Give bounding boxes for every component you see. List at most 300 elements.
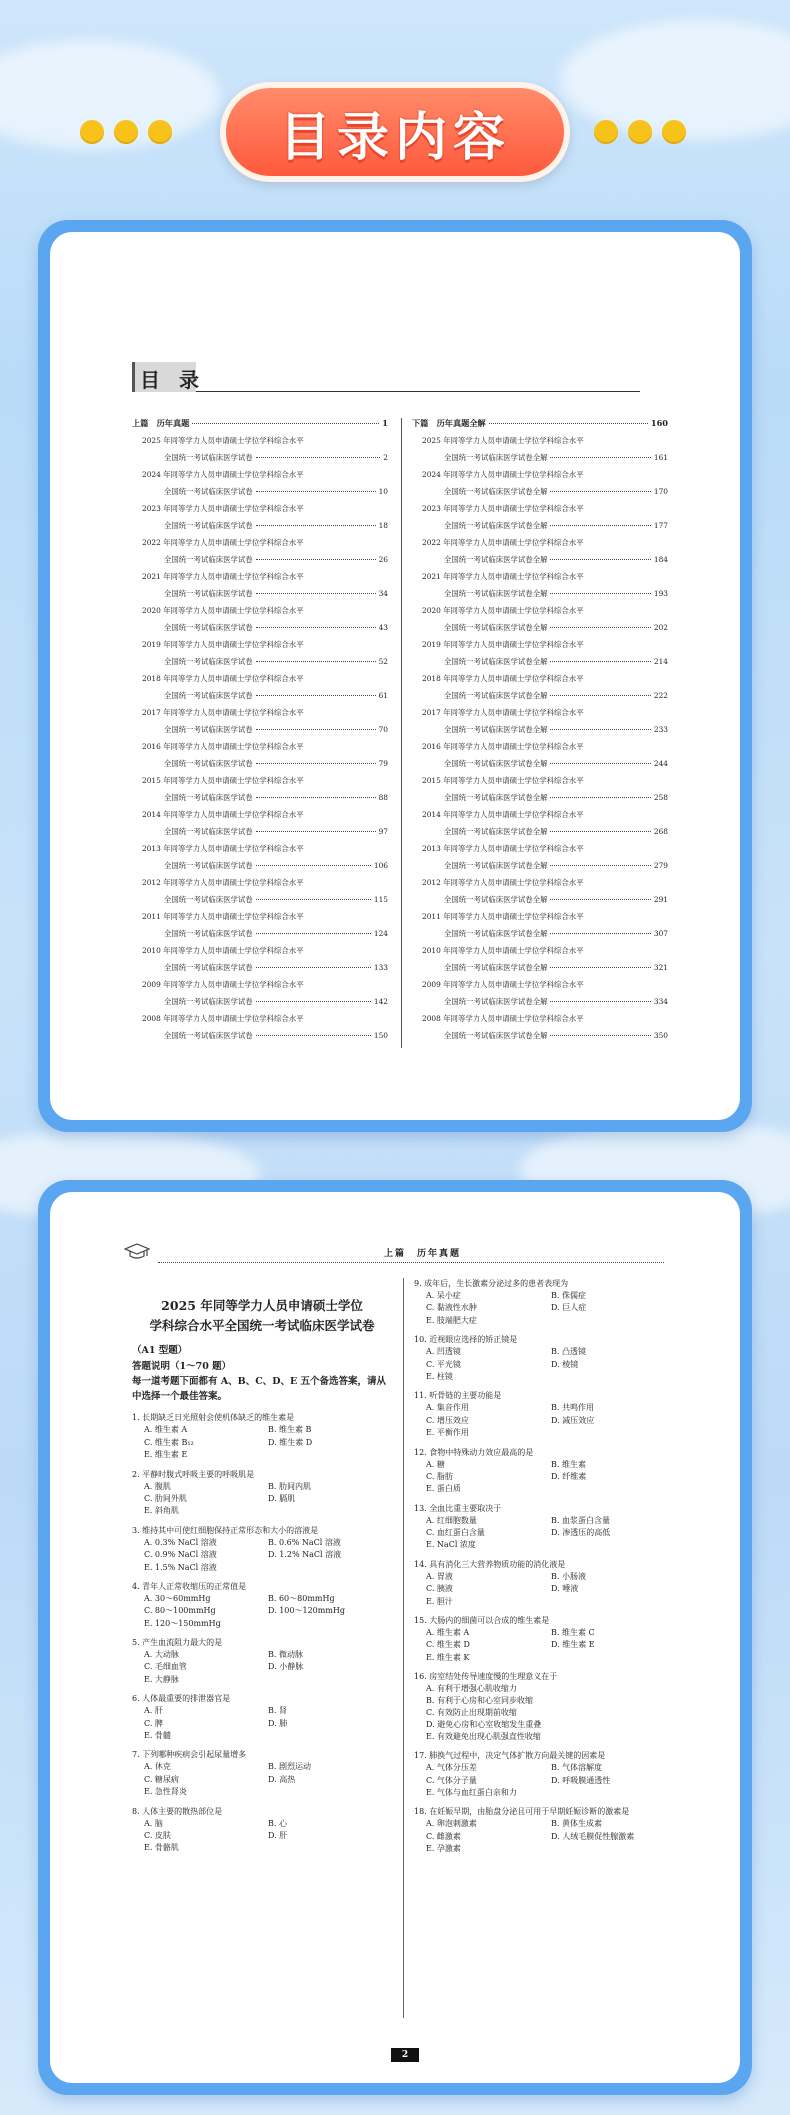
question-stem: 12. 食物中特殊动力效应最高的是 <box>414 1447 534 1457</box>
answer-options <box>414 1346 676 1383</box>
dot-icon <box>628 120 652 144</box>
toc-entry-subtitle: 全国统一考试临床医学试卷全解 <box>444 1031 548 1040</box>
toc-leader <box>550 899 650 900</box>
toc-entry-line2 <box>132 486 388 503</box>
toc-entry-subtitle: 全国统一考试临床医学试卷 <box>164 861 253 870</box>
answer-option: B. 剧烈运动 <box>268 1762 311 1772</box>
question-stem: 10. 近视眼应选择的矫正镜是 <box>414 1335 518 1345</box>
answer-option: D. 小静脉 <box>268 1662 304 1672</box>
toc-leader <box>550 763 650 764</box>
answer-option: D. 100～120mmHg <box>268 1606 346 1616</box>
toc-entry-title: 2025 年同等学力人员申请硕士学位学科综合水平 <box>142 436 304 445</box>
toc-entry-line2 <box>412 588 668 605</box>
toc-entry-line1 <box>132 843 388 860</box>
answer-option: E. 肢端肥大症 <box>426 1315 477 1325</box>
toc-entry-title: 2010 年同等学力人员申请硕士学位学科综合水平 <box>142 946 304 955</box>
toc-page-number: 79 <box>378 759 388 768</box>
toc-entry-title: 2011 年同等学力人员申请硕士学位学科综合水平 <box>142 912 304 921</box>
toc-entry-line1 <box>132 639 388 656</box>
answer-option: A. 30～60mmHg <box>144 1593 211 1603</box>
toc-entry-line2 <box>412 860 668 877</box>
toc-entry-line2 <box>132 520 388 537</box>
toc-entry-line1 <box>132 877 388 894</box>
toc-entry-line1 <box>412 775 668 792</box>
toc-entry-line1 <box>412 809 668 826</box>
toc-entry-title: 2018 年同等学力人员申请硕士学位学科综合水平 <box>422 674 584 683</box>
toc-leader <box>256 899 371 900</box>
answer-options <box>132 1705 392 1742</box>
toc-leader <box>550 525 650 526</box>
toc-entry-subtitle: 全国统一考试临床医学试卷全解 <box>444 997 548 1006</box>
answer-options <box>414 1762 676 1799</box>
toc-entry-line2 <box>412 1030 668 1047</box>
toc-leader <box>256 695 376 696</box>
answer-option: B. 肋间内肌 <box>268 1481 311 1491</box>
answer-option: B. 气体溶解度 <box>551 1763 602 1773</box>
answer-option: E. 120～150mmHg <box>144 1618 221 1628</box>
answer-option: A. 凹透镜 <box>426 1347 461 1357</box>
question-stem: 6. 人体最重要的排泄器官是 <box>132 1694 231 1704</box>
toc-page-number: 334 <box>653 997 668 1006</box>
toc-entry-subtitle: 全国统一考试临床医学试卷 <box>164 793 253 802</box>
answer-option: B. 维生素 C <box>551 1628 595 1638</box>
toc-entry-line1 <box>132 911 388 928</box>
toc-entry-line1 <box>132 571 388 588</box>
toc-page-number: 70 <box>378 725 388 734</box>
toc-entry-subtitle: 全国统一考试临床医学试卷 <box>164 623 253 632</box>
answer-option: B. 维生素 B <box>268 1425 312 1435</box>
toc-entry-line1 <box>132 809 388 826</box>
toc-entry-line2 <box>412 962 668 979</box>
answer-option: B. 心 <box>268 1818 287 1828</box>
answer-option: D. 棱镜 <box>551 1359 579 1369</box>
toc-entry-title: 2013 年同等学力人员申请硕士学位学科综合水平 <box>142 844 304 853</box>
toc-entry-line1 <box>412 979 668 996</box>
answer-options <box>414 1515 676 1552</box>
toc-entry-line2 <box>132 554 388 571</box>
toc-entry-line1 <box>132 741 388 758</box>
toc-entry-line1 <box>412 911 668 928</box>
toc-leader <box>256 593 376 594</box>
toc-page-number: 161 <box>653 453 668 462</box>
answer-options <box>414 1627 676 1664</box>
toc-entry-subtitle: 全国统一考试临床医学试卷全解 <box>444 725 548 734</box>
toc-entry-title: 2012 年同等学力人员申请硕士学位学科综合水平 <box>422 878 584 887</box>
answer-option: A. 大动脉 <box>144 1650 179 1660</box>
answer-option: D. 纤维素 <box>551 1471 587 1481</box>
toc-entry-subtitle: 全国统一考试临床医学试卷 <box>164 827 253 836</box>
toc-page-number: 268 <box>653 827 668 836</box>
answer-option: A. 糖 <box>426 1459 445 1469</box>
answer-option: E. 柱镜 <box>426 1371 453 1381</box>
question-stem: 4. 青年人正常收缩压的正常值是 <box>132 1581 247 1591</box>
toc-page-number: 193 <box>653 589 668 598</box>
toc-page-number: 177 <box>653 521 668 530</box>
toc-leader <box>550 559 650 560</box>
question-stem: 2. 平静时腹式呼吸主要的呼吸肌是 <box>132 1469 255 1479</box>
answer-option: A. 卵泡刺激素 <box>426 1819 477 1829</box>
dot-icon <box>662 120 686 144</box>
question-stem: 11. 听骨链的主要功能是 <box>414 1391 502 1401</box>
dot-icon <box>114 120 138 144</box>
toc-entry-line1 <box>412 1013 668 1030</box>
toc-part-title: 下篇 历年真题全解 <box>412 418 486 428</box>
toc-entry-line2 <box>412 928 668 945</box>
answer-option: E. 1.5% NaCl 溶液 <box>144 1562 217 1572</box>
dot-icon <box>594 120 618 144</box>
answer-options <box>132 1818 392 1855</box>
toc-entry-subtitle: 全国统一考试临床医学试卷 <box>164 1031 253 1040</box>
decorative-dots <box>80 120 172 144</box>
instructions-title: 答题说明（1～70 题） <box>132 1361 232 1373</box>
toc-entry-line2 <box>412 894 668 911</box>
answer-option: A. 0.3% NaCl 溶液 <box>144 1537 217 1547</box>
question-item <box>132 1525 392 1574</box>
question-item <box>414 1671 676 1743</box>
toc-page-number: 307 <box>653 929 668 938</box>
answer-option: A. 腹肌 <box>144 1481 171 1491</box>
toc-entry-subtitle: 全国统一考试临床医学试卷全解 <box>444 589 548 598</box>
toc-entry-subtitle: 全国统一考试临床医学试卷全解 <box>444 521 548 530</box>
toc-entry-line1 <box>412 435 668 452</box>
toc-entry-title: 2015 年同等学力人员申请硕士学位学科综合水平 <box>142 776 304 785</box>
answer-option: E. 维生素 E <box>144 1450 188 1460</box>
toc-part-line <box>132 418 388 435</box>
question-item <box>132 1637 392 1686</box>
exam-column-left <box>132 1278 392 1862</box>
toc-part-title: 上篇 历年真题 <box>132 418 190 428</box>
toc-page-number: 97 <box>378 827 388 836</box>
answer-option: E. 骨髓 <box>144 1731 171 1741</box>
answer-option: C. 毛细血管 <box>144 1662 187 1672</box>
toc-heading-bar <box>132 362 640 392</box>
decorative-dots <box>594 120 686 144</box>
toc-entry-title: 2009 年同等学力人员申请硕士学位学科综合水平 <box>422 980 584 989</box>
answer-option: E. 气体与血红蛋白亲和力 <box>426 1787 517 1797</box>
toc-entry-line2 <box>412 792 668 809</box>
toc-page-number: 26 <box>378 555 388 564</box>
toc-leader <box>256 457 381 458</box>
toc-entry-line2 <box>412 486 668 503</box>
toc-entry-title: 2014 年同等学力人员申请硕士学位学科综合水平 <box>142 810 304 819</box>
toc-page-number: 321 <box>653 963 668 972</box>
question-stem: 15. 大肠内的细菌可以合成的维生素是 <box>414 1616 550 1626</box>
toc-entry-title: 2013 年同等学力人员申请硕士学位学科综合水平 <box>422 844 584 853</box>
question-stem: 3. 维持其中可使红细胞保持正常形态和大小的溶液是 <box>132 1525 319 1535</box>
toc-page-number: 160 <box>650 418 668 428</box>
question-stem: 18. 在妊娠早期，由胎盘分泌且可用于早期妊娠诊断的激素是 <box>414 1807 630 1817</box>
toc-page-number: 350 <box>653 1031 668 1040</box>
toc-page-number: 106 <box>373 861 388 870</box>
answer-option: A. 休克 <box>144 1762 171 1772</box>
toc-leader <box>256 729 376 730</box>
toc-entry-title: 2023 年同等学力人员申请硕士学位学科综合水平 <box>142 504 304 513</box>
question-item <box>132 1749 392 1798</box>
toc-entry-line2 <box>412 622 668 639</box>
toc-entry-line1 <box>132 945 388 962</box>
answer-option: B. 黄体生成素 <box>551 1819 602 1829</box>
question-stem: 8. 人体主要的散热部位是 <box>132 1806 223 1816</box>
toc-entry-subtitle: 全国统一考试临床医学试卷全解 <box>444 453 548 462</box>
question-item <box>132 1581 392 1630</box>
answer-option: B. 血浆蛋白含量 <box>551 1515 610 1525</box>
answer-option: A. 维生素 A <box>144 1425 188 1435</box>
answer-option: C. 80～100mmHg <box>144 1606 216 1616</box>
toc-entry-subtitle: 全国统一考试临床医学试卷全解 <box>444 827 548 836</box>
question-stem: 5. 产生血流阻力最大的是 <box>132 1638 223 1648</box>
column-divider <box>403 1278 404 2018</box>
exam-column-right <box>414 1278 676 1863</box>
toc-entry-subtitle: 全国统一考试临床医学试卷 <box>164 453 253 462</box>
toc-entry-line2 <box>412 520 668 537</box>
toc-column-left <box>132 418 388 1047</box>
answer-option: C. 0.9% NaCl 溶液 <box>144 1550 217 1560</box>
answer-option: A. 肝 <box>144 1706 163 1716</box>
toc-entry-subtitle: 全国统一考试临床医学试卷 <box>164 555 253 564</box>
answer-option: A. 有利于增强心肌收缩力 <box>426 1684 517 1694</box>
toc-entry-title: 2015 年同等学力人员申请硕士学位学科综合水平 <box>422 776 584 785</box>
toc-entry-line2 <box>412 690 668 707</box>
answer-option: D. 唾液 <box>551 1584 579 1594</box>
toc-entry-line2 <box>132 792 388 809</box>
toc-entry-line2 <box>132 588 388 605</box>
toc-page-number: 150 <box>373 1031 388 1040</box>
toc-entry-line2 <box>132 452 388 469</box>
answer-option: B. 0.6% NaCl 溶液 <box>268 1537 341 1547</box>
toc-entry-line2 <box>132 758 388 775</box>
toc-entry-line1 <box>412 537 668 554</box>
toc-entry-subtitle: 全国统一考试临床医学试卷 <box>164 725 253 734</box>
answer-options <box>414 1402 676 1439</box>
toc-entry-title: 2017 年同等学力人员申请硕士学位学科综合水平 <box>142 708 304 717</box>
toc-entry-title: 2022 年同等学力人员申请硕士学位学科综合水平 <box>142 538 304 547</box>
toc-entry-line2 <box>412 996 668 1013</box>
toc-part-line <box>412 418 668 435</box>
answer-option: D. 高热 <box>268 1774 296 1784</box>
toc-entry-line2 <box>132 928 388 945</box>
toc-entry-line1 <box>132 435 388 452</box>
answer-option: E. 孕激素 <box>426 1844 461 1854</box>
toc-entry-line2 <box>132 894 388 911</box>
answer-option: C. 糖尿病 <box>144 1774 179 1784</box>
answer-option: D. 维生素 D <box>268 1437 313 1447</box>
question-item <box>414 1390 676 1439</box>
answer-options <box>414 1818 676 1855</box>
question-stem: 14. 具有消化三大营养物质功能的消化液是 <box>414 1559 566 1569</box>
toc-entry-title: 2010 年同等学力人员申请硕士学位学科综合水平 <box>422 946 584 955</box>
toc-entry-subtitle: 全国统一考试临床医学试卷全解 <box>444 861 548 870</box>
answer-option: D. 巨人症 <box>551 1303 587 1313</box>
toc-entry-subtitle: 全国统一考试临床医学试卷 <box>164 759 253 768</box>
question-stem: 1. 长期缺乏日光照射会使机体缺乏的维生素是 <box>132 1413 295 1423</box>
answer-option: E. 大静脉 <box>144 1674 179 1684</box>
toc-leader <box>256 1035 371 1036</box>
dot-icon <box>80 120 104 144</box>
toc-entry-line1 <box>412 843 668 860</box>
answer-option: C. 有效防止出现期前收缩 <box>426 1708 517 1718</box>
answer-option: E. 平衡作用 <box>426 1428 469 1438</box>
toc-page-number: 222 <box>653 691 668 700</box>
answer-option: B. 凸透镜 <box>551 1347 586 1357</box>
toc-page-number: 202 <box>653 623 668 632</box>
toc-page-number: 214 <box>653 657 668 666</box>
answer-options <box>132 1424 392 1461</box>
toc-entry-line1 <box>132 1013 388 1030</box>
toc-entry-title: 2011 年同等学力人员申请硕士学位学科综合水平 <box>422 912 584 921</box>
running-head <box>124 1240 664 1264</box>
toc-entry-title: 2017 年同等学力人员申请硕士学位学科综合水平 <box>422 708 584 717</box>
toc-leader <box>550 1001 650 1002</box>
toc-entry-subtitle: 全国统一考试临床医学试卷全解 <box>444 657 548 666</box>
answer-options <box>414 1459 676 1496</box>
answer-option: C. 气体分子量 <box>426 1775 477 1785</box>
toc-entry-line1 <box>412 673 668 690</box>
toc-entry-line2 <box>132 1030 388 1047</box>
toc-entry-title: 2022 年同等学力人员申请硕士学位学科综合水平 <box>422 538 584 547</box>
toc-leader <box>550 491 650 492</box>
question-item <box>132 1806 392 1855</box>
toc-column-right <box>412 418 668 1047</box>
toc-leader <box>550 865 650 866</box>
toc-entry-title: 2008 年同等学力人员申请硕士学位学科综合水平 <box>142 1014 304 1023</box>
toc-entry-subtitle: 全国统一考试临床医学试卷全解 <box>444 759 548 768</box>
instructions <box>132 1360 392 1404</box>
toc-entry-title: 2023 年同等学力人员申请硕士学位学科综合水平 <box>422 504 584 513</box>
toc-page-number: 10 <box>378 487 388 496</box>
toc-entry-subtitle: 全国统一考试临床医学试卷全解 <box>444 963 548 972</box>
toc-entry-title: 2009 年同等学力人员申请硕士学位学科综合水平 <box>142 980 304 989</box>
answer-options <box>132 1761 392 1798</box>
toc-page-number: 233 <box>653 725 668 734</box>
answer-option: B. 共鸣作用 <box>551 1403 594 1413</box>
toc-entry-title: 2024 年同等学力人员申请硕士学位学科综合水平 <box>422 470 584 479</box>
answer-option: A. 胃液 <box>426 1571 453 1581</box>
toc-leader <box>550 661 650 662</box>
toc-entry-line1 <box>412 945 668 962</box>
toc-entry-title: 2018 年同等学力人员申请硕士学位学科综合水平 <box>142 674 304 683</box>
toc-entry-subtitle: 全国统一考试临床医学试卷 <box>164 657 253 666</box>
answer-options <box>414 1683 676 1743</box>
toc-entry-line1 <box>412 741 668 758</box>
toc-leader <box>550 457 650 458</box>
toc-leader <box>256 967 371 968</box>
toc-page-number: 133 <box>373 963 388 972</box>
answer-option: C. 胰液 <box>426 1584 453 1594</box>
answer-option: A. 脑 <box>144 1818 163 1828</box>
toc-entry-line1 <box>132 673 388 690</box>
toc-entry-line1 <box>412 877 668 894</box>
answer-option: E. NaCl 浓度 <box>426 1540 476 1550</box>
answer-option: C. 雌激素 <box>426 1831 461 1841</box>
toc-entry-title: 2016 年同等学力人员申请硕士学位学科综合水平 <box>142 742 304 751</box>
toc-leader <box>256 797 376 798</box>
answer-options <box>414 1571 676 1608</box>
toc-leader <box>550 627 650 628</box>
answer-option: C. 维生素 B₁₂ <box>144 1437 194 1447</box>
toc-entry-line2 <box>132 622 388 639</box>
answer-option: D. 避免心房和心室收缩发生重叠 <box>426 1720 542 1730</box>
toc-page-number: 124 <box>373 929 388 938</box>
question-item <box>132 1412 392 1461</box>
answer-option: D. 减压效应 <box>551 1415 595 1425</box>
answer-option: B. 60～80mmHg <box>268 1593 335 1603</box>
answer-option: E. 有效避免出现心肌强直性收缩 <box>426 1732 541 1742</box>
toc-entry-subtitle: 全国统一考试临床医学试卷全解 <box>444 929 548 938</box>
toc-entry-subtitle: 全国统一考试临床医学试卷 <box>164 487 253 496</box>
question-item <box>414 1559 676 1608</box>
toc-entry-subtitle: 全国统一考试临床医学试卷全解 <box>444 895 548 904</box>
toc-page-number: 61 <box>378 691 388 700</box>
toc-entry-title: 2020 年同等学力人员申请硕士学位学科综合水平 <box>422 606 584 615</box>
instructions-text: 每一道考题下面都有 A、B、C、D、E 五个备选答案，请从中选择一个最佳答案。 <box>132 1375 387 1402</box>
answer-option: D. 肺 <box>268 1718 288 1728</box>
answer-option: D. 渗透压的高低 <box>551 1528 611 1538</box>
toc-entry-subtitle: 全国统一考试临床医学试卷 <box>164 963 253 972</box>
title-pill <box>220 82 570 182</box>
answer-option: D. 1.2% NaCl 溶液 <box>268 1550 342 1560</box>
answer-option: D. 人绒毛膜促性腺激素 <box>551 1831 635 1841</box>
answer-option: A. 气体分压差 <box>426 1763 477 1773</box>
toc-entry-subtitle: 全国统一考试临床医学试卷全解 <box>444 691 548 700</box>
question-stem: 9. 成年后，生长激素分泌过多的患者表现为 <box>414 1279 569 1288</box>
answer-options <box>132 1649 392 1686</box>
toc-page <box>50 232 740 1120</box>
toc-heading: 目 录 <box>140 368 205 392</box>
toc-page-number: 184 <box>653 555 668 564</box>
answer-option: A. 集音作用 <box>426 1403 469 1413</box>
banner-title: 目录内容 <box>278 107 511 168</box>
dot-icon <box>148 120 172 144</box>
toc-entry-line2 <box>412 758 668 775</box>
toc-leader <box>256 627 376 628</box>
exam-page-frame <box>38 1180 752 2095</box>
toc-entry-title: 2024 年同等学力人员申请硕士学位学科综合水平 <box>142 470 304 479</box>
toc-page-number: 88 <box>378 793 388 802</box>
toc-page-number: 43 <box>378 623 388 632</box>
answer-option: A. 呆小症 <box>426 1291 461 1300</box>
question-list <box>414 1278 676 1856</box>
answer-option: C. 增压效应 <box>426 1415 469 1425</box>
answer-option: C. 维生素 D <box>426 1640 470 1650</box>
toc-page-number: 291 <box>653 895 668 904</box>
question-item <box>414 1750 676 1799</box>
toc-entry-title: 2020 年同等学力人员申请硕士学位学科综合水平 <box>142 606 304 615</box>
toc-entry-line1 <box>412 469 668 486</box>
title-banner <box>0 82 790 192</box>
answer-option: C. 皮肤 <box>144 1831 171 1840</box>
question-item <box>132 1469 392 1518</box>
toc-entry-title: 2021 年同等学力人员申请硕士学位学科综合水平 <box>142 572 304 581</box>
toc-entry-title: 2021 年同等学力人员申请硕士学位学科综合水平 <box>422 572 584 581</box>
toc-entry-line2 <box>412 724 668 741</box>
toc-entry-line2 <box>132 826 388 843</box>
exam-page <box>50 1192 740 2083</box>
paper-title <box>132 1296 392 1336</box>
toc-entry-subtitle: 全国统一考试临床医学试卷全解 <box>444 487 548 496</box>
toc-entry-line2 <box>412 656 668 673</box>
toc-page-number: 18 <box>378 521 388 530</box>
answer-option: B. 维生素 <box>551 1459 586 1469</box>
toc-entry-line2 <box>412 554 668 571</box>
toc-leader <box>256 865 371 866</box>
toc-page-number: 1 <box>382 418 388 428</box>
toc-page-number: 115 <box>373 895 388 904</box>
answer-option: B. 小肠液 <box>551 1571 586 1581</box>
toc-entry-line2 <box>132 860 388 877</box>
toc-leader <box>550 831 650 832</box>
toc-page-number: 244 <box>653 759 668 768</box>
toc-entry-line1 <box>132 707 388 724</box>
